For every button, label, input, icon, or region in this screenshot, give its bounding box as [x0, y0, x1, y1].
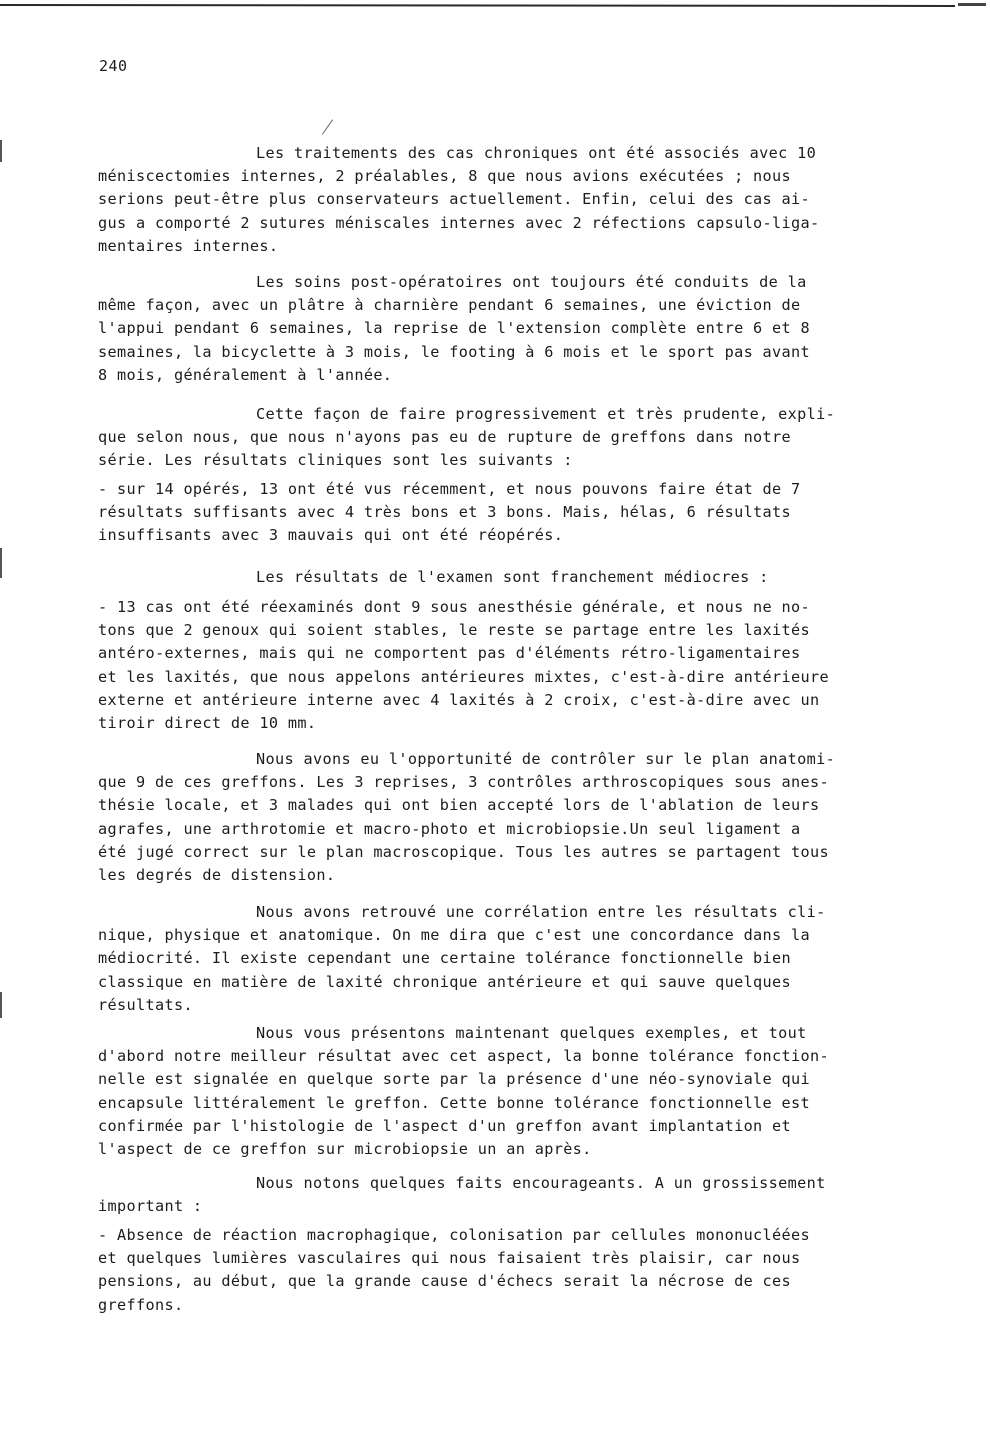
paragraph-exam-results-intro — [98, 566, 898, 589]
text-line: l'appui pendant 6 semaines, la reprise de l'extension complète entre 6 et 8 — [98, 319, 811, 338]
text-line: nelle est signalée en quelque sorte par la présence d'une néo-synoviale qui — [98, 1070, 811, 1089]
text-line: d'abord notre meilleur résultat avec cet aspect, la bonne tolérance fonction- — [98, 1047, 830, 1066]
text-line: agrafes, une arthrotomie et macro-photo et microbiopsie.Un seul ligament a — [98, 819, 801, 838]
left-margin-mark — [0, 140, 2, 162]
stray-mark — [322, 119, 333, 134]
text-line: l'aspect de ce greffon sur microbiopsie un an après. — [98, 1140, 592, 1159]
text-line: - 13 cas ont été réexaminés dont 9 sous anesthésie générale, et nous ne no- — [98, 598, 811, 616]
text-line: que 9 de ces greffons. Les 3 reprises, 3 contrôles arthroscopiques sous anes- — [98, 773, 830, 792]
text-line: serions peut-être plus conservateurs actuellement. Enfin, celui des cas ai- — [98, 190, 811, 209]
paragraph-examples — [98, 1022, 898, 1161]
paragraph-histology-findings — [98, 1224, 898, 1317]
text-line: Les résultats de l'examen sont franchement médiocres : — [256, 568, 769, 586]
text-line: Nous avons eu l'opportunité de contrôler sur le plan anatomi- — [256, 750, 836, 768]
text-line: antéro-externes, mais qui ne comportent pas d'éléments rétro-ligamentaires — [98, 644, 801, 663]
paragraph-chronic-treatments — [98, 142, 898, 258]
text-line: greffons. — [98, 1295, 184, 1314]
text-line: que selon nous, que nous n'ayons pas eu de rupture de greffons dans notre — [98, 428, 792, 447]
text-line: même façon, avec un plâtre à charnière pendant 6 semaines, une éviction de — [98, 296, 801, 315]
text-line: résultats. — [98, 995, 193, 1014]
text-line: important : — [98, 1197, 203, 1216]
text-line: tons que 2 genoux qui soient stables, le reste se partage entre les laxités — [98, 621, 811, 640]
left-margin-mark — [0, 992, 2, 1018]
left-margin-mark — [0, 548, 2, 578]
text-line: confirmée par l'histologie de l'aspect d'un greffon avant implantation et — [98, 1116, 792, 1135]
text-line: pensions, au début, que la grande cause d'échecs serait la nécrose de ces — [98, 1272, 792, 1291]
text-line: Nous avons retrouvé une corrélation entre les résultats cli- — [256, 903, 826, 921]
text-line: mentaires internes. — [98, 236, 279, 255]
text-line: tiroir direct de 10 mm. — [98, 714, 317, 733]
text-line: Nous vous présentons maintenant quelques exemples, et tout — [256, 1024, 807, 1042]
text-line: - sur 14 opérés, 13 ont été vus récemment, et nous pouvons faire état de 7 — [98, 480, 801, 498]
paragraph-anatomic-control — [98, 748, 898, 887]
top-rule-end — [958, 3, 986, 6]
paragraph-correlation — [98, 901, 898, 1017]
paragraph-exam-results — [98, 596, 898, 735]
text-line: médiocrité. Il existe cependant une certaine tolérance fonctionnelle bien — [98, 949, 792, 968]
text-line: semaines, la bicyclette à 3 mois, le footing à 6 mois et le sport pas avant — [98, 342, 811, 361]
text-line: les degrés de distension. — [98, 866, 336, 885]
text-line: gus a comporté 2 sutures méniscales internes avec 2 réfections capsulo-liga- — [98, 213, 820, 232]
text-line: classique en matière de laxité chronique antérieure et qui sauve quelques — [98, 972, 792, 991]
text-line: série. Les résultats cliniques sont les suivants : — [98, 451, 573, 470]
text-line: méniscectomies internes, 2 préalables, 8 que nous avions exécutées ; nous — [98, 167, 792, 186]
text-line: nique, physique et anatomique. On me dira que c'est une concordance dans la — [98, 926, 811, 945]
text-line: résultats suffisants avec 4 très bons et 3 bons. Mais, hélas, 6 résultats — [98, 503, 792, 522]
text-line: Les soins post-opératoires ont toujours été conduits de la — [256, 273, 807, 291]
paragraph-encouraging-facts — [98, 1172, 898, 1218]
text-line: et quelques lumières vasculaires qui nous faisaient très plaisir, car nous — [98, 1249, 801, 1268]
text-line: Les traitements des cas chroniques ont été associés avec 10 — [256, 144, 817, 162]
paragraph-progressive-approach — [98, 403, 898, 473]
text-line: été jugé correct sur le plan macroscopique. Tous les autres se partagent tous — [98, 842, 830, 861]
text-line: 8 mois, généralement à l'année. — [98, 365, 393, 384]
paragraph-post-op-care — [98, 271, 898, 387]
text-line: encapsule littéralement le greffon. Cette bonne tolérance fonctionnelle est — [98, 1093, 811, 1112]
top-rule — [0, 4, 955, 7]
page-number: 240 — [99, 57, 128, 75]
paragraph-clinical-results — [98, 478, 898, 548]
text-line: externe et antérieure interne avec 4 laxités à 2 croix, c'est-à-dire avec un — [98, 690, 820, 709]
text-line: insuffisants avec 3 mauvais qui ont été réopérés. — [98, 526, 564, 545]
text-line: thésie locale, et 3 malades qui ont bien accepté lors de l'ablation de leurs — [98, 796, 820, 815]
text-line: et les laxités, que nous appelons antérieures mixtes, c'est-à-dire antérieure — [98, 667, 830, 686]
text-line: Nous notons quelques faits encourageants. A un grossissement — [256, 1174, 826, 1192]
text-line: - Absence de réaction macrophagique, colonisation par cellules mononucléées — [98, 1226, 811, 1244]
text-line: Cette façon de faire progressivement et très prudente, expli- — [256, 405, 836, 423]
